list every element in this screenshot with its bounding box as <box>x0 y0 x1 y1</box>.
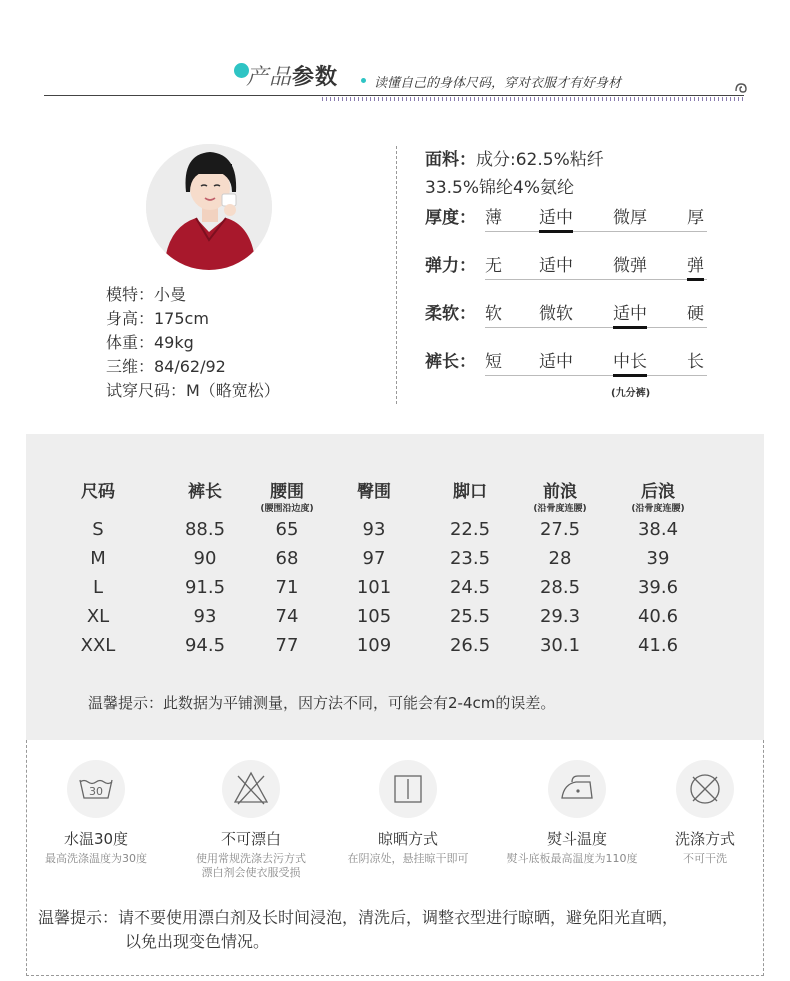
col-header-front-rise: 前浪 <box>543 482 577 502</box>
param-label: 弹力： <box>425 256 476 276</box>
model-name: 模特：小曼 <box>106 285 187 304</box>
table-cell: 91.5 <box>184 577 226 598</box>
care-desc <box>166 852 336 880</box>
care-desc-line: 漂白剂会使衣服受损 <box>201 866 301 879</box>
table-cell: 28.5 <box>539 577 581 598</box>
param-option: 适中 <box>539 352 573 372</box>
col-header-back-rise: 后浪 <box>641 482 675 502</box>
param-option: 薄 <box>485 208 502 228</box>
table-cell: 29.3 <box>539 606 581 627</box>
table-cell: S <box>92 519 104 540</box>
fabric-line1: 成分:62.5%粘纤 <box>476 150 604 170</box>
table-cell: XL <box>86 606 110 627</box>
table-cell: 25.5 <box>449 606 491 627</box>
no-bleach-icon <box>222 760 280 818</box>
care-desc <box>11 852 181 866</box>
model-measurements: 三维：84/62/92 <box>106 357 226 376</box>
table-cell: 40.6 <box>637 606 679 627</box>
param-softness <box>425 299 715 331</box>
table-cell: 41.6 <box>637 635 679 656</box>
care-title: 晾晒方式 <box>377 830 438 848</box>
param-label: 裤长： <box>425 352 476 372</box>
param-rule <box>485 231 707 232</box>
care-desc <box>620 852 790 866</box>
model-info <box>106 283 366 403</box>
table-cell: 94.5 <box>184 635 226 656</box>
param-rule <box>485 375 707 376</box>
care-title: 不可漂白 <box>220 830 281 848</box>
table-cell: 93 <box>362 519 386 540</box>
care-tip <box>38 906 678 954</box>
param-option: 微厚 <box>613 208 647 228</box>
col-header-waist: 腰围 <box>270 482 304 502</box>
col-subheader-front-rise: (沿骨度连腰) <box>533 504 587 514</box>
col-header-hip: 臀围 <box>357 482 391 502</box>
table-cell: 74 <box>275 606 299 627</box>
section-subtitle: 读懂自己的身体尺码，穿对衣服才有好身材 <box>374 76 622 91</box>
header-rule <box>44 95 744 96</box>
care-desc-line: 熨斗底板最高温度为110度 <box>506 852 638 865</box>
param-option-selected: 弹 <box>687 251 704 276</box>
param-option-selected: 适中 <box>539 203 573 228</box>
table-cell: 39 <box>646 548 670 569</box>
title-bold: 参数 <box>292 65 339 90</box>
table-cell: 105 <box>356 606 392 627</box>
param-label: 柔软： <box>425 304 476 324</box>
param-option: 短 <box>485 352 502 372</box>
no-dry-clean-icon <box>676 760 734 818</box>
table-cell: 101 <box>356 577 392 598</box>
param-rule <box>485 279 707 280</box>
wash-30-icon <box>67 760 125 818</box>
param-option: 微软 <box>539 304 573 324</box>
table-cell: L <box>92 577 104 598</box>
model-height: 身高：175cm <box>106 309 209 328</box>
table-cell: 88.5 <box>184 519 226 540</box>
care-desc <box>323 852 493 866</box>
col-subheader-waist: (腰围沿边度) <box>260 504 314 514</box>
table-cell: 93 <box>193 606 217 627</box>
table-cell: 23.5 <box>449 548 491 569</box>
param-option: 硬 <box>687 304 704 324</box>
col-header-hem: 脚口 <box>453 482 487 502</box>
table-cell: 65 <box>275 519 299 540</box>
param-option-selected: 适中 <box>613 299 647 324</box>
section-title <box>246 60 338 91</box>
care-desc-line: 使用常规洗涤去污方式 <box>196 852 306 865</box>
table-cell: 109 <box>356 635 392 656</box>
param-option: 长 <box>687 352 704 372</box>
care-title: 水温30度 <box>63 830 129 848</box>
param-label: 厚度： <box>425 208 476 228</box>
wash-temp-label: 30 <box>89 785 103 798</box>
param-option: 无 <box>485 256 502 276</box>
col-subheader-back-rise: (沿骨度连腰) <box>631 504 685 514</box>
table-cell: 97 <box>362 548 386 569</box>
table-cell: 39.6 <box>637 577 679 598</box>
col-header-size: 尺码 <box>81 482 115 502</box>
table-cell: M <box>90 548 106 569</box>
table-cell: 27.5 <box>539 519 581 540</box>
table-cell: 71 <box>275 577 299 598</box>
param-rule <box>485 327 707 328</box>
fabric-label: 面料： <box>425 150 476 170</box>
table-cell: 38.4 <box>637 519 679 540</box>
care-title: 熨斗温度 <box>546 830 607 848</box>
param-option: 适中 <box>539 256 573 276</box>
model-weight: 体重：49kg <box>106 333 194 352</box>
table-cell: 77 <box>275 635 299 656</box>
param-thickness <box>425 203 715 235</box>
param-length <box>425 347 715 379</box>
table-cell: 90 <box>193 548 217 569</box>
care-tip-line1: 温馨提示：请不要使用漂白剂及长时间浸泡，清洗后，调整衣型进行晾晒，避免阳光直晒， <box>38 908 679 927</box>
table-cell: XXL <box>80 635 116 656</box>
col-header-length: 裤长 <box>188 482 222 502</box>
fabric-info <box>425 146 765 202</box>
vertical-divider <box>396 146 397 404</box>
model-photo <box>146 144 272 270</box>
param-option: 微弹 <box>613 256 647 276</box>
section-header <box>0 0 790 110</box>
shade-dry-icon <box>379 760 437 818</box>
iron-icon <box>548 760 606 818</box>
swirl-icon <box>734 81 748 95</box>
care-desc-line: 最高洗涤温度为30度 <box>45 852 147 865</box>
care-desc-line: 在阴凉处，悬挂晾干即可 <box>347 852 469 865</box>
param-option: 软 <box>485 304 502 324</box>
measurement-tip: 温馨提示：此数据为平铺测量，因方法不同，可能会有2-4cm的误差。 <box>88 694 556 712</box>
table-cell: 68 <box>275 548 299 569</box>
bullet-dot <box>361 78 366 83</box>
model-size: 试穿尺码：M（略宽松） <box>106 381 280 400</box>
care-desc-line: 不可干洗 <box>683 852 727 865</box>
table-cell: 24.5 <box>449 577 491 598</box>
fabric-line2: 33.5%锦纶4%氨纶 <box>425 178 574 198</box>
title-light: 产品 <box>246 65 293 90</box>
table-cell: 22.5 <box>449 519 491 540</box>
length-note: (九分裤) <box>611 388 651 399</box>
header-hatch <box>322 97 744 101</box>
param-option: 厚 <box>687 208 704 228</box>
table-cell: 30.1 <box>539 635 581 656</box>
param-option-selected: 中长 <box>613 347 647 372</box>
care-tip-line2: 以免出现变色情况。 <box>125 932 270 951</box>
table-cell: 26.5 <box>449 635 491 656</box>
care-title: 洗涤方式 <box>674 830 735 848</box>
table-cell: 28 <box>548 548 572 569</box>
param-elasticity <box>425 251 715 283</box>
